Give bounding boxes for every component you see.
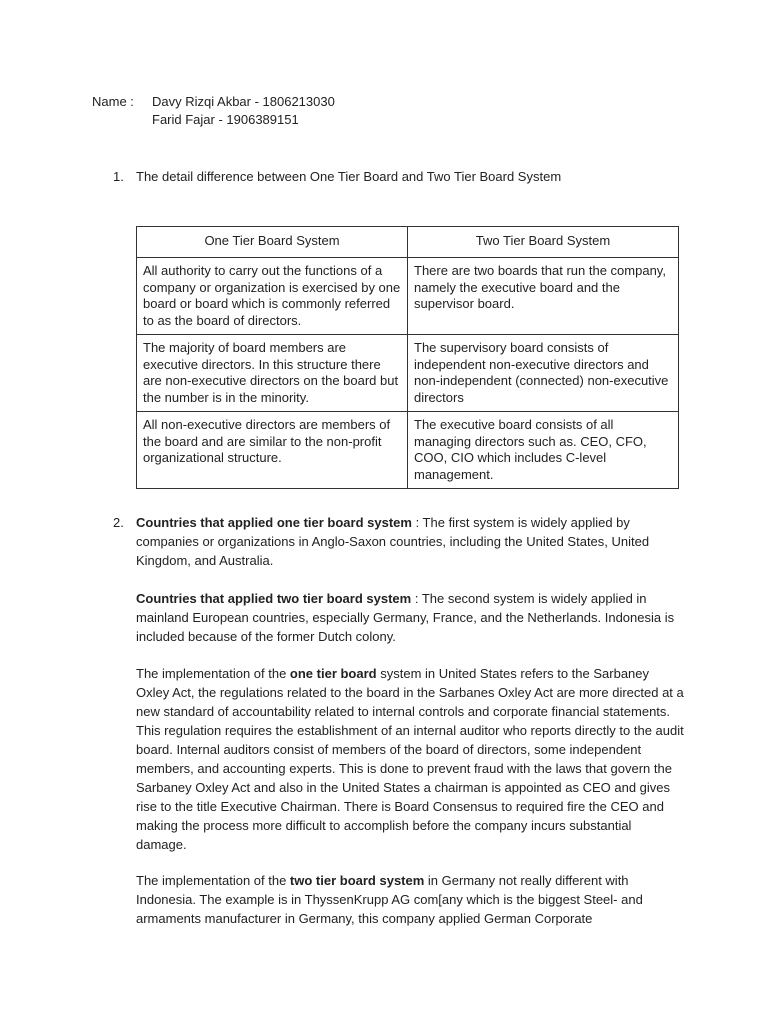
table-header-two-tier: Two Tier Board System	[408, 227, 679, 258]
item-1-number: 1.	[113, 169, 124, 184]
table-row	[137, 335, 679, 412]
text-span: system in United States refers to the Sarbaney Oxley Act, the regulations related to the board in the Sarbanes Oxley Act are more directed at a new standard of accountability related to internal controls and corporate financial statements. This regulation requires the establishment of an internal auditor who reports directly to the audit board. Internal auditors consist of members of the board of directors, some independent members, and accounting experts. This is done to prevent fraud with the laws that govern the Sarbaney Oxley Act and also in the United States a chairman is appointed as CEO and gives rise to the title Executive Chairman. There is Board Consensus to required fire the CEO and making the process more difficult to accomplish before the company incurs substantial damage.	[136, 666, 684, 852]
text-span: The implementation of the	[136, 873, 290, 888]
two-tier-countries-heading: Countries that applied two tier board system	[136, 591, 412, 606]
table-header-one-tier: One Tier Board System	[137, 227, 408, 258]
paragraph-one-tier-implementation	[136, 664, 684, 854]
author-name-2: Farid Fajar - 1906389151	[152, 112, 299, 127]
two-tier-countries-text: : The second system is widely applied in mainland European countries, especially Germany, France, and the Netherlands. Indonesia is included because of the former Dutch colony.	[136, 591, 675, 644]
paragraph-two-tier-countries	[136, 589, 684, 646]
bold-term: one tier board	[289, 666, 377, 681]
table-header-row	[137, 227, 679, 258]
author-name-1: Davy Rizqi Akbar - 1806213030	[152, 94, 335, 109]
name-label: Name :	[92, 94, 134, 109]
table-cell: The majority of board members are executive directors. In this structure there are non-executive directors on the board but the number is in the minority.	[137, 335, 408, 412]
comparison-table	[136, 226, 679, 489]
text-span: in Germany not really different with Indonesia. The example is in ThyssenKrupp AG com[any which is the biggest Steel- and armaments manufacturer in Germany, this company applied German Corporate	[136, 873, 643, 926]
table-row	[137, 258, 679, 335]
table-cell: There are two boards that run the company, namely the executive board and the supervisor board.	[408, 258, 679, 335]
one-tier-countries-text: : The first system is widely applied by companies or organizations in Anglo-Saxon countries, including the United States, United Kingdom, and Australia.	[136, 515, 650, 568]
table-cell: All authority to carry out the functions of a company or organization is exercised by one board or board which is commonly referred to as the board of directors.	[137, 258, 408, 335]
table-cell: The executive board consists of all managing directors such as. CEO, CFO, COO, CIO which includes C-level management.	[408, 412, 679, 489]
paragraph-one-tier-countries	[136, 513, 684, 570]
one-tier-countries-heading: Countries that applied one tier board system	[136, 515, 412, 530]
table-cell: The supervisory board consists of independent non-executive directors and non-independent (connected) non-executive directors	[408, 335, 679, 412]
bold-term: two tier board system	[289, 873, 425, 888]
paragraph-two-tier-implementation	[136, 871, 684, 928]
table-row	[137, 412, 679, 489]
table-cell: All non-executive directors are members of the board and are similar to the non-profit organizational structure.	[137, 412, 408, 489]
item-1-text: The detail difference between One Tier Board and Two Tier Board System	[136, 169, 562, 184]
item-2-number: 2.	[113, 515, 124, 530]
text-span: The implementation of the	[136, 666, 290, 681]
